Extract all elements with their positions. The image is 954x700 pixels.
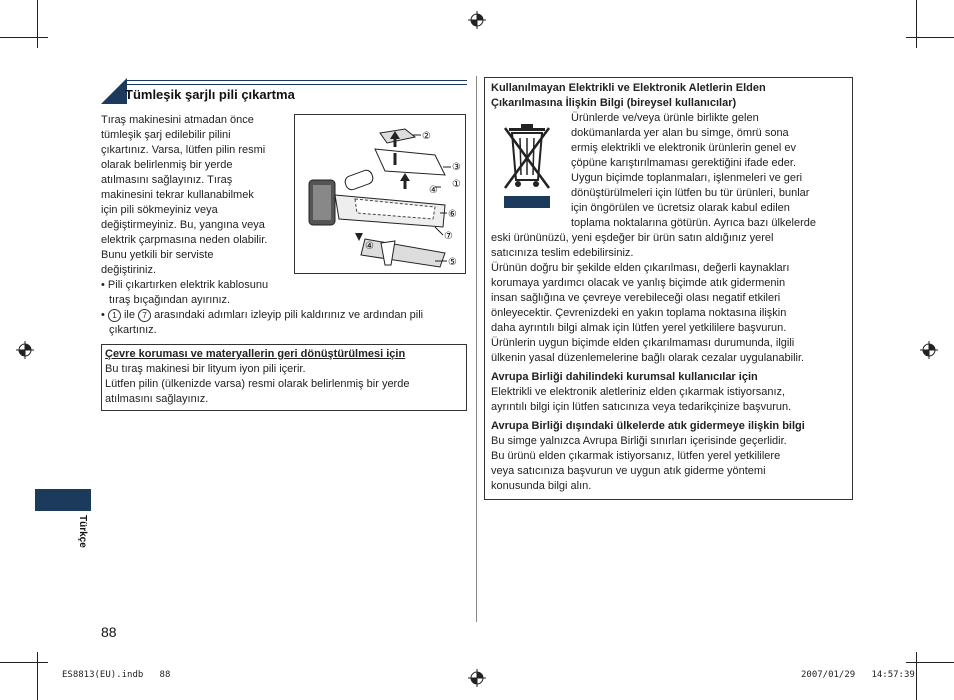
registration-mark-icon bbox=[468, 669, 486, 687]
figure-label: ⑤ bbox=[448, 257, 457, 268]
text-line: Ürünlerin uygun biçimde elden çıkarılmaması durumunda, ilgili bbox=[491, 337, 795, 349]
figure-label: ③ bbox=[452, 162, 461, 173]
text-line: eski ürününüzü, yeni eşdeğer bir ürün satın aldığınız yerel bbox=[491, 232, 774, 244]
crop-mark bbox=[916, 652, 917, 700]
text-line: elektrik çarpmasına neden olabilir. bbox=[101, 234, 268, 246]
text-line: insan sağlığına ve çevreye verebileceği olası negatif etkileri bbox=[491, 292, 781, 304]
text-line: Bu tıraş makinesi bir lityum iyon pili içerir. bbox=[105, 363, 306, 375]
text-line: Ürünün doğru bir şekilde elden çıkarılması, değerli kaynakları bbox=[491, 262, 790, 274]
text-line: önleyecektir. Çevrenizdeki en yakın toplama noktasına ilişkin bbox=[491, 307, 787, 319]
registration-mark-icon bbox=[16, 341, 34, 359]
step-number-circle bbox=[108, 309, 121, 322]
heading-rule bbox=[127, 84, 467, 85]
section-title: Tümleşik şarjlı pili çıkartma bbox=[125, 87, 295, 102]
text-line: atılmasını sağlayınız. bbox=[105, 393, 209, 405]
eu-section-title: Avrupa Birliği dahilindeki kurumsal kullanıcılar için bbox=[491, 371, 758, 383]
text-line: çöpüne karıştırılmaması gerektiğini ifade eder. bbox=[571, 157, 797, 169]
bullet-marker: • bbox=[101, 309, 108, 321]
text-line: Ürünlerde ve/veya ürünle birlikte gelen bbox=[571, 112, 759, 124]
text-line: Lütfen pilin (ülkenizde varsa) resmi olarak belirlenmiş bir yerde bbox=[105, 378, 410, 390]
text-line: çıkartınız. Varsa, lütfen pilin resmi bbox=[101, 144, 266, 156]
figure-label: ① bbox=[452, 179, 461, 190]
battery-removal-figure bbox=[294, 114, 466, 274]
text-line: değiştiriniz. bbox=[101, 264, 157, 276]
heading-rule bbox=[127, 80, 467, 81]
text-line: veya satıcınıza başvurun ve uygun atık giderme yöntemi bbox=[491, 465, 766, 477]
text-line: atılmasını sağlayınız. Tıraş bbox=[101, 174, 233, 186]
crop-mark bbox=[906, 37, 954, 38]
language-tab bbox=[35, 489, 91, 511]
text-line: dokümanlarda yer alan bu simge, ömrü sona bbox=[571, 127, 789, 139]
text-fragment: ile bbox=[120, 309, 139, 321]
text-line: ayrıntılı bilgi için lütfen satıcınıza veya tedarikçinize başvurun. bbox=[491, 401, 792, 413]
disposal-title: Kullanılmayan Elektrikli ve Elektronik Aletlerin Elden bbox=[491, 82, 766, 94]
environment-box-title: Çevre koruması ve materyallerin geri dönüştürülmesi için bbox=[105, 348, 406, 360]
text-line: Tıraş makinesini atmadan önce bbox=[101, 114, 254, 126]
figure-label: ④ bbox=[429, 185, 438, 196]
language-label: Türkçe bbox=[77, 515, 88, 548]
shaver-disassembly-illustration-icon bbox=[295, 115, 465, 273]
text-line: değiştirmeyiniz. Bu, yangına veya bbox=[101, 219, 265, 231]
text-line: tümleşik şarj edilebilir pilini bbox=[101, 129, 231, 141]
figure-label: ④ bbox=[365, 241, 374, 252]
figure-label: ② bbox=[422, 131, 431, 142]
text-line: Uygun biçimde toplanmaları, işlenmeleri ve geri bbox=[571, 172, 803, 184]
step-from: 1 bbox=[112, 311, 117, 320]
text-line: için pili sökmeyiniz veya bbox=[101, 204, 218, 216]
column-divider bbox=[476, 76, 477, 622]
step-to: 7 bbox=[142, 311, 147, 320]
text-line: ülkenin yasal düzenlemelerine bağlı olarak cezalar uygulanabilir. bbox=[491, 352, 805, 364]
intro-paragraph bbox=[101, 113, 293, 278]
text-line: korumaya yardımcı olacak ve yanlış biçimde atık gidermenin bbox=[491, 277, 786, 289]
bullet-item bbox=[101, 308, 467, 323]
crop-mark bbox=[0, 37, 48, 38]
text-line: Bu simge yalnızca Avrupa Birliği sınırları içerisinde geçerlidir. bbox=[491, 435, 787, 447]
text-line: konusunda bilgi alın. bbox=[491, 480, 592, 492]
registration-mark-icon bbox=[468, 11, 486, 29]
heading-triangle-icon bbox=[101, 78, 127, 104]
figure-label: ⑥ bbox=[448, 209, 457, 220]
non-eu-section-title: Avrupa Birliği dışındaki ülkelerde atık gidermeye ilişkin bilgi bbox=[491, 420, 805, 432]
crop-mark bbox=[37, 0, 38, 48]
registration-mark-icon bbox=[920, 341, 938, 359]
footer-file-info: ES8813(EU).indb 88 bbox=[62, 670, 171, 680]
text-line: makinesini tekrar kullanabilmek bbox=[101, 189, 254, 201]
text-line: toplama noktalarına götürün. Ayrıca bazı ülkelerde bbox=[571, 217, 817, 229]
text-line: satıcınıza teslim edebilirsiniz. bbox=[491, 247, 634, 259]
bullet-continuation: tıraş bıçağından ayırınız. bbox=[109, 294, 231, 306]
text-line: için öngörülen ve ücretsiz olarak kabul edilen bbox=[571, 202, 790, 214]
text-line: Bu ürünü elden çıkarmak istiyorsanız, lütfen yerel yetkililere bbox=[491, 450, 781, 462]
crop-mark bbox=[0, 662, 48, 663]
text-line: Elektrikli ve elektronik aletleriniz elden çıkarmak istiyorsanız, bbox=[491, 386, 786, 398]
crop-mark bbox=[37, 652, 38, 700]
text-line: Bunu yetkili bir serviste bbox=[101, 249, 214, 261]
page-number: 88 bbox=[101, 624, 117, 640]
bullet-item: • Pili çıkartırken elektrik kablosunu bbox=[101, 279, 269, 291]
bullet-continuation: çıkartınız. bbox=[109, 324, 157, 336]
bullet-list bbox=[101, 278, 467, 338]
crop-mark bbox=[916, 0, 917, 48]
text-line: olarak belirlenmiş bir yerde bbox=[101, 159, 233, 171]
crossed-out-bin-icon bbox=[503, 124, 551, 209]
step-number-circle bbox=[138, 309, 151, 322]
footer-timestamp: 2007/01/29 14:57:39 bbox=[801, 670, 915, 680]
text-line: ermiş elektrikli ve elektronik ürünlerin genel ev bbox=[571, 142, 796, 154]
disposal-title: Çıkarılmasına İlişkin Bilgi (bireysel kullanıcılar) bbox=[491, 97, 737, 109]
text-fragment: arasındaki adımları izleyip pili kaldırınız ve ardından pili bbox=[151, 309, 424, 321]
crop-mark bbox=[906, 662, 954, 663]
section-heading bbox=[101, 78, 467, 104]
figure-label: ⑦ bbox=[444, 231, 453, 242]
environment-box bbox=[101, 344, 467, 411]
text-line: daha ayrıntılı bilgi almak için lütfen yerel yetkililere başvurun. bbox=[491, 322, 787, 334]
text-line: dönüştürülmeleri için lütfen bu tür ürünleri, bunlar bbox=[571, 187, 810, 199]
